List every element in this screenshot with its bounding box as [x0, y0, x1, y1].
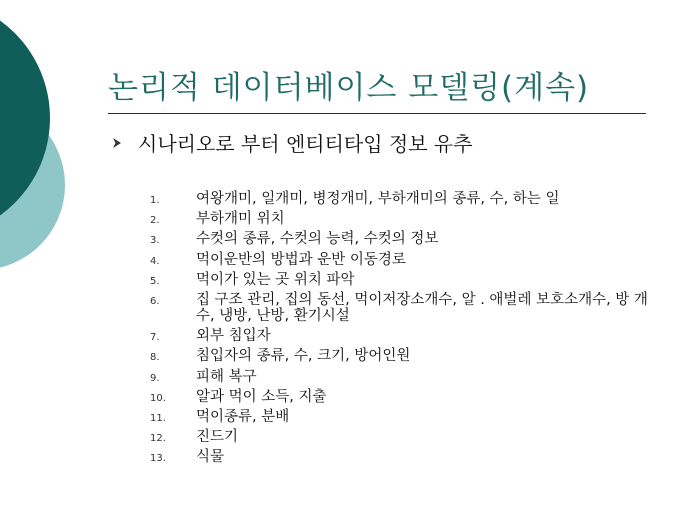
list-item-text: 먹이가 있는 곳 위치 파악: [196, 271, 355, 288]
list-item: [150, 429, 650, 445]
bullet-text: 시나리오로 부터 엔티티타입 정보 유추: [138, 132, 473, 156]
list-item-number: 2.: [150, 215, 160, 227]
list-item: [150, 211, 650, 227]
list-item-number: 11.: [150, 412, 166, 424]
list-item-text: 알과 먹이 소득, 지출: [196, 388, 327, 405]
list-item-number: 12.: [150, 433, 166, 445]
entity-info-list: [150, 191, 650, 469]
list-item-text: 부하개미 위치: [196, 211, 285, 228]
list-item-number: 1.: [150, 195, 160, 206]
list-item-number: 13.: [150, 453, 166, 465]
title-divider: [108, 113, 646, 114]
list-item-number: 9.: [150, 372, 160, 384]
list-item: [150, 328, 650, 344]
slide-title: 논리적 데이터베이스 모델링(계속): [108, 70, 590, 106]
list-item: [150, 389, 650, 405]
list-item: [150, 231, 650, 247]
list-item: [150, 348, 650, 364]
list-item-text: 먹이종류, 분배: [196, 408, 290, 425]
list-item-text: 식물: [196, 449, 225, 466]
decorative-circles: [0, 0, 80, 270]
list-item-number: 10.: [150, 392, 166, 404]
arrow-bullet-icon: [110, 136, 124, 150]
list-item-text: 피해 복구: [196, 368, 257, 385]
list-item-text: 여왕개미, 일개미, 병정개미, 부하개미의 종류, 수, 하는 일: [196, 191, 560, 207]
list-item-text: 먹이운반의 방법과 운반 이동경로: [196, 251, 406, 268]
list-item-text: 침입자의 종류, 수, 크기, 방어인원: [196, 348, 411, 365]
list-item-number: 3.: [150, 235, 160, 247]
list-item-text: 수컷의 종류, 수컷의 능력, 수컷의 정보: [196, 231, 439, 248]
list-item-text: 외부 침입자: [196, 328, 271, 345]
list-item: [150, 252, 650, 268]
list-item-number: 5.: [150, 275, 160, 287]
list-item: [150, 369, 650, 385]
main-bullet: [110, 128, 473, 157]
list-item-number: 4.: [150, 255, 160, 267]
list-item: [150, 272, 650, 288]
list-item-text: 집 구조 관리, 집의 동선, 먹이저장소개수, 알 . 애벌레 보호소개수, 방 개수, 냉방, 난방, 환기시설: [196, 291, 648, 324]
list-item: [150, 409, 650, 425]
list-item: [150, 292, 650, 324]
list-item-number: 7.: [150, 332, 160, 344]
list-item: [150, 449, 650, 465]
list-item: [150, 191, 650, 207]
list-item-number: 6.: [150, 295, 160, 307]
list-item-text: 진드기: [196, 429, 239, 446]
list-item-number: 8.: [150, 352, 160, 364]
